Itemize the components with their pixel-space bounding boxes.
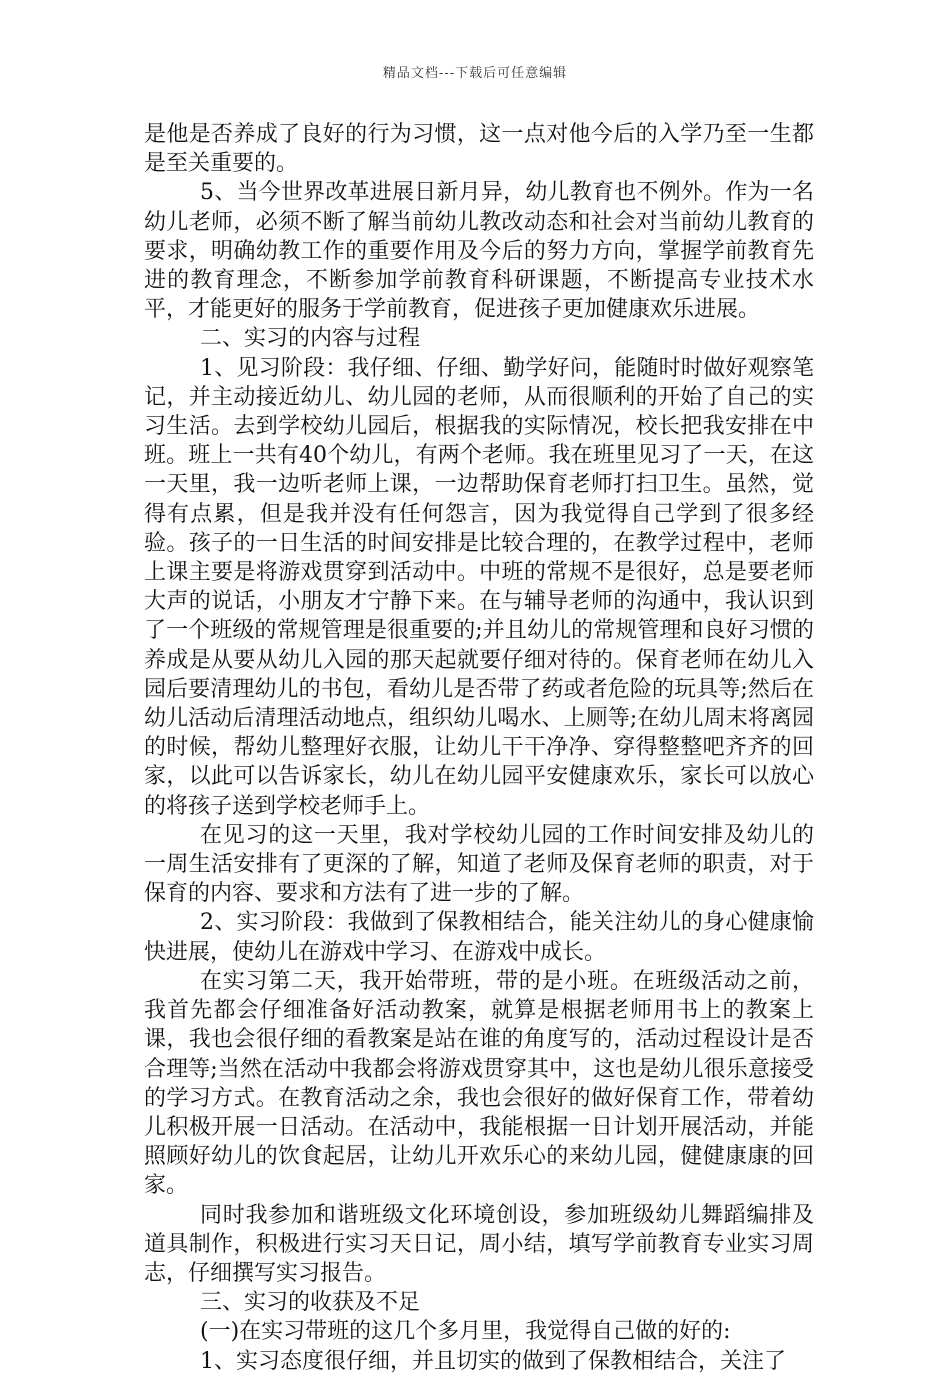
paragraph-6: 在实习第二天，我开始带班，带的是小班。在班级活动之前，我首先都会仔细准备好活动教案，就算是根据老师用书上的教案上课，我也会很仔细的看教案是站在谁的角度写的，活动过程设计是否合理等;当然在活动中我都会将游戏贯穿其中，这也是幼儿很乐意接受的学习方式。在教育活动之余，我也会很好的做好保育工作，带着幼儿积极开展一日活动。在活动中，我能根据一日计划开展活动，并能照顾好幼儿的饮食起居，让幼儿开欢乐心的来幼儿园，健健康康的回家。: [144, 968, 814, 1199]
paragraph-2: 5、当今世界改革进展日新月异，幼儿教育也不例外。作为一名幼儿老师，必须不断了解当前幼儿教改动态和社会对当前幼儿教育的要求，明确幼教工作的重要作用及今后的努力方向，掌握学前教育先进的教育理念，不断参加学前教育科研课题，不断提高专业技术水平，才能更好的服务于学前教育，促进孩子更加健康欢乐进展。: [144, 180, 814, 323]
paragraph-7: 同时我参加和谐班级文化环境创设，参加班级幼儿舞蹈编排及道具制作，积极进行实习天日记，周小结，填写学前教育专业实习周志，仔细撰写实习报告。: [144, 1202, 814, 1286]
page-header: 精品文档---下载后可任意编辑: [382, 66, 568, 81]
paragraph-5: 2、实习阶段：我做到了保教相结合，能关注幼儿的身心健康愉快进展，使幼儿在游戏中学习、在游戏中成长。: [144, 910, 814, 965]
document-body: [144, 120, 814, 1376]
paragraph-1: 是他是否养成了良好的行为习惯，这一点对他今后的入学乃至一生都是至关重要的。: [144, 122, 814, 177]
paragraph-4: 在见习的这一天里，我对学校幼儿园的工作时间安排及幼儿的一周生活安排有了更深的了解，知道了老师及保育老师的职责，对于保育的内容、要求和方法有了进一步的了解。: [144, 822, 814, 907]
paragraph-3: 1、见习阶段：我仔细、仔细、勤学好问，能随时时做好观察笔记，并主动接近幼儿、幼儿园的老师，从而很顺利的开始了自己的实习生活。去到学校幼儿园后，根据我的实际情况，校长把我安排在中班。班上一共有40个幼儿，有两个老师。我在班里见习了一天，在这一天里，我一边听老师上课，一边帮助保育老师打扫卫生。虽然，觉得有点累，但是我并没有任何怨言，因为我觉得自己学到了很多经验。孩子的一日生活的时间安排是比较合理的，在教学过程中，老师上课主要是将游戏贯穿到活动中。中班的常规不是很好，总是要老师大声的说话，小朋友才宁静下来。在与辅导老师的沟通中，我认识到了一个班级的常规管理是很重要的;并且幼儿的常规管理和良好习惯的养成是从要从幼儿入园的那天起就要仔细对待的。保育老师在幼儿入园后要清理幼儿的书包，看幼儿是否带了药或者危险的玩具等;然后在幼儿活动后清理活动地点，组织幼儿喝水、上厕等;在幼儿周末将离园的时候，帮幼儿整理好衣服，让幼儿干干净净、穿得整整吧齐齐的回家，以此可以告诉家长，幼儿在幼儿园平安健康欢乐，家长可以放心的将孩子送到学校老师手上。: [144, 355, 814, 819]
section-heading-3: 三、实习的收获及不足: [200, 1290, 421, 1316]
subsection-heading-1: (一)在实习带班的这几个多月里，我觉得自己做的好的:: [200, 1319, 731, 1345]
section-heading-2: 二、实习的内容与过程: [200, 326, 421, 352]
paragraph-8: 1、实习态度很仔细，并且切实的做到了保教相结合，关注了: [200, 1348, 786, 1374]
